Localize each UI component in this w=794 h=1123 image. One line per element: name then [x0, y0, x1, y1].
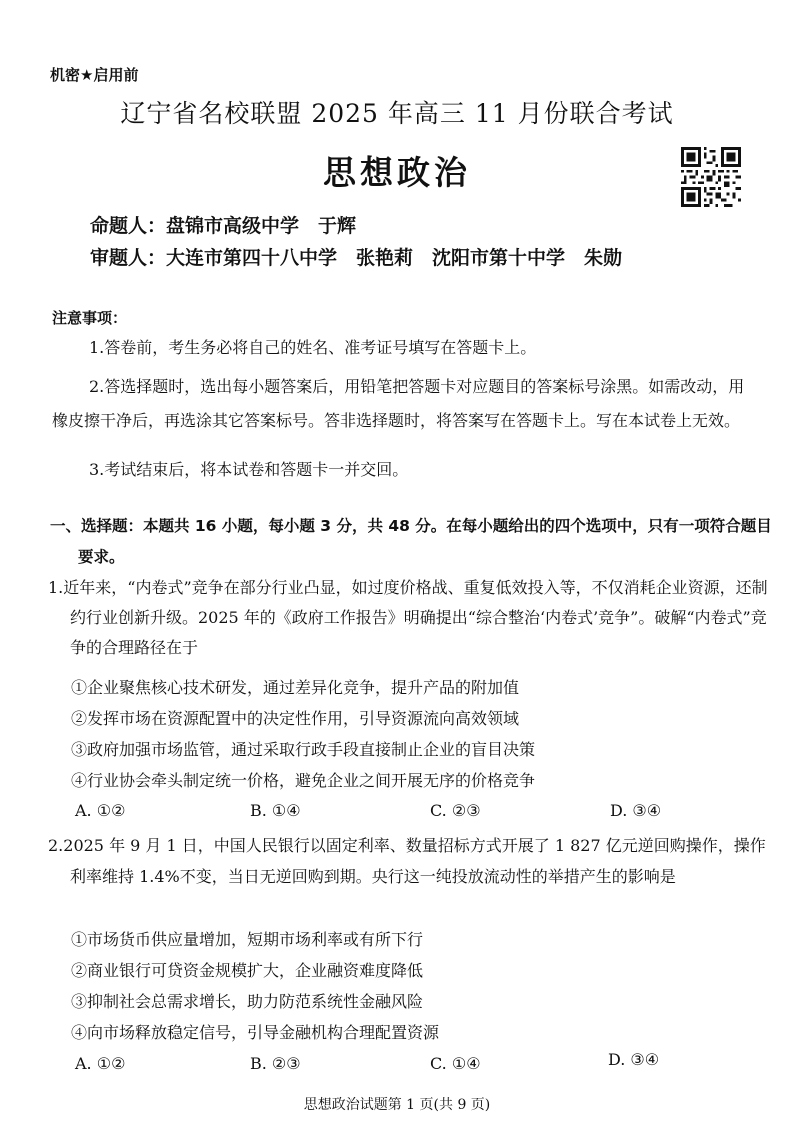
section-heading: 一、选择题：本题共 16 小题，每小题 3 分，共 48 分。在每小题给出的四个选项中，只有一项符合题目要求。	[50, 517, 772, 566]
question-option: ②商业银行可贷资金规模扩大，企业融资难度降低	[71, 961, 424, 980]
answer-choice-d[interactable]: D. ③④	[610, 801, 662, 820]
question-option: ③政府加强市场监管，通过采取行政手段直接制止企业的盲目决策	[71, 740, 536, 759]
question-option: ④向市场释放稳定信号，引导金融机构合理配置资源	[71, 1023, 440, 1042]
exam-title: 辽宁省名校联盟 2025 年高三 11 月份联合考试	[120, 99, 674, 128]
question-option: ④行业协会牵头制定统一价格，避免企业之间开展无序的价格竞争	[71, 771, 536, 790]
author-line: 命题人：盘锦市高级中学 于辉	[90, 215, 357, 237]
notice-item: 3.考试结束后，将本试卷和答题卡一并交回。	[89, 460, 409, 479]
answer-choice-a[interactable]: A. ①②	[75, 801, 126, 820]
question-option: ①市场货币供应量增加，短期市场利率或有所下行	[71, 930, 424, 949]
question-option: ②发挥市场在资源配置中的决定性作用，引导资源流向高效领域	[71, 709, 520, 728]
answer-choice-c[interactable]: C. ②③	[430, 801, 481, 820]
subject-title: 思想政治	[323, 153, 471, 192]
question-stem: 1.近年来，“内卷式”竞争在部分行业凸显，如过度价格战、重复低效投入等，不仅消耗企业资源，还制约行业创新升级。2025 年的《政府工作报告》明确提出“综合整治‘内卷式’竞争”。破解“内卷式”竞争的合理路径在于	[48, 578, 768, 657]
confidential-mark: 机密★启用前	[50, 66, 139, 84]
answer-choice-c[interactable]: C. ①④	[430, 1054, 481, 1073]
notice-item: 1.答卷前，考生务必将自己的姓名、准考证号填写在答题卡上。	[89, 338, 537, 357]
qr-code-icon[interactable]	[681, 147, 741, 207]
answer-choice-a[interactable]: A. ①②	[75, 1054, 126, 1073]
notice-title: 注意事项：	[52, 309, 128, 327]
page-footer: 思想政治试题第 1 页(共 9 页)	[303, 1097, 491, 1113]
answer-choice-d[interactable]: D. ③④	[608, 1050, 660, 1069]
question-option: ①企业聚焦核心技术研发，通过差异化竞争，提升产品的附加值	[71, 678, 520, 697]
question-stem: 2.2025 年 9 月 1 日，中国人民银行以固定利率、数量招标方式开展了 1 827 亿元逆回购操作，操作利率维持 1.4%不变，当日无逆回购到期。央行这一纯投放流动性的举措产生的影响是	[48, 836, 766, 886]
answer-choice-b[interactable]: B. ②③	[250, 1054, 301, 1073]
question-option: ③抑制社会总需求增长，助力防范系统性金融风险	[71, 992, 424, 1011]
notice-item: 2.答选择题时，选出每小题答案后，用铅笔把答题卡对应题目的答案标号涂黑。如需改动，用橡皮擦干净后，再选涂其它答案标号。答非选择题时，将答案写在答题卡上。写在本试卷上无效。	[52, 377, 745, 430]
answer-choice-b[interactable]: B. ①④	[250, 801, 301, 820]
reviewer-line: 审题人：大连市第四十八中学 张艳莉 沈阳市第十中学 朱勋	[90, 247, 623, 269]
